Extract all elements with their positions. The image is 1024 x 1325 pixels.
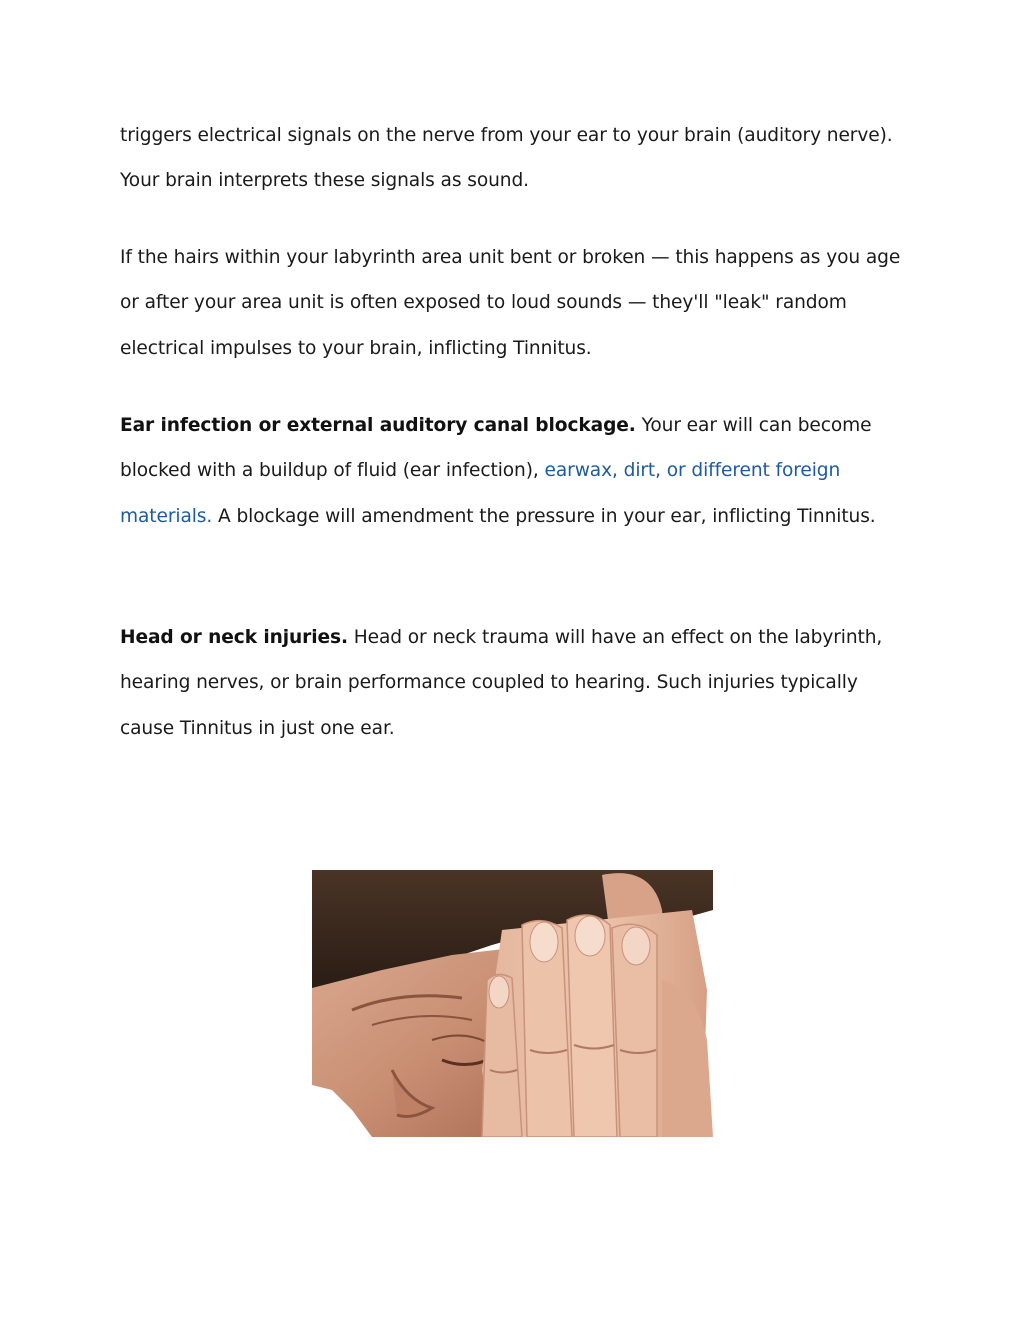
ear-pain-illustration [312, 870, 713, 1137]
paragraph-text: If the hairs within your labyrinth area unit bent or broken — this happens as you age or after your area unit is often exposed to loud sounds — they'll "leak" random electrical impulses to your brain, inflicting Tinnitus. [120, 247, 901, 359]
paragraph-text: triggers electrical signals on the nerve from your ear to your brain (auditory nerve). Your brain interprets these signals as sound. [120, 125, 893, 192]
paragraph-text: Your ear will can become blocked with a buildup of fluid (ear infection), [120, 415, 872, 482]
paragraph-ear-infection [120, 403, 910, 539]
paragraph-labyrinth-hairs [120, 235, 910, 371]
paragraph-auditory-nerve [120, 113, 910, 204]
paragraph-heading: Ear infection or external auditory canal blockage. [120, 415, 636, 436]
paragraph-heading: Head or neck injuries. [120, 627, 348, 648]
paragraph-head-neck-injuries [120, 615, 910, 751]
paragraph-text: Head or neck trauma will have an effect on the labyrinth, hearing nerves, or brain performance coupled to hearing. Such injuries typically cause Tinnitus in just one ear. [120, 627, 883, 739]
earwax-link[interactable]: earwax, dirt, or different foreign materials. [120, 460, 841, 527]
paragraph-text: A blockage will amendment the pressure in your ear, inflicting Tinnitus. [212, 505, 876, 527]
ear-pain-photo [312, 870, 713, 1137]
